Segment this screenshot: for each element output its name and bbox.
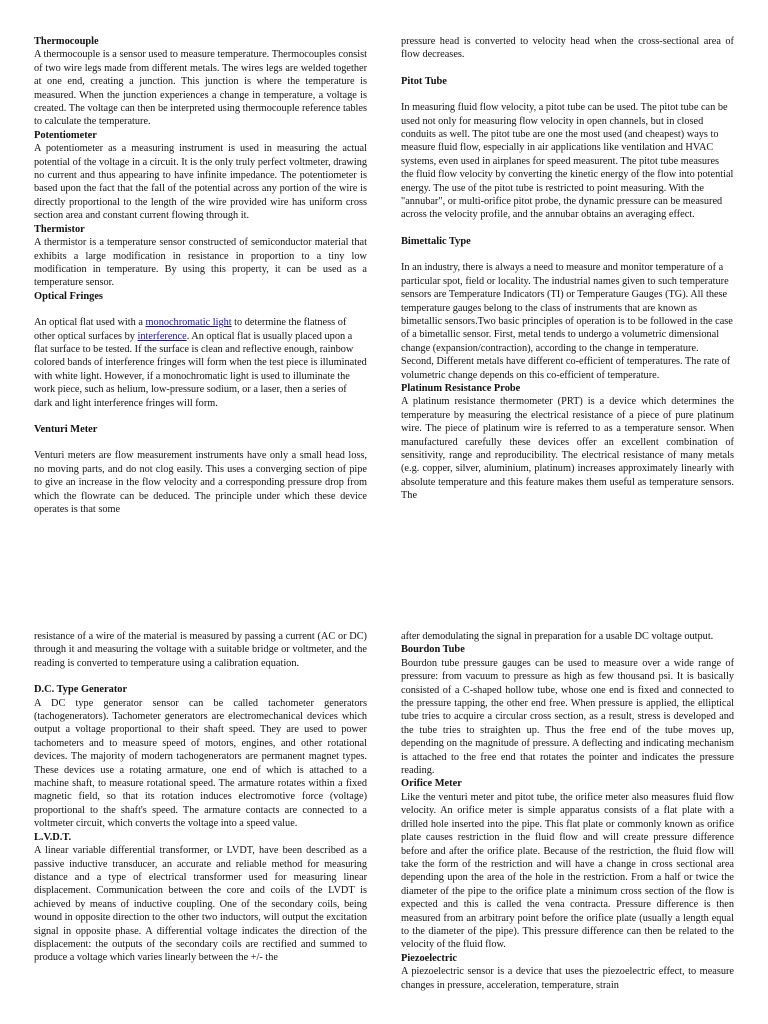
heading-orifice-meter: Orifice Meter (401, 778, 462, 790)
heading-potentiometer: Potentiometer (34, 129, 97, 141)
para-orifice-meter: Like the venturi meter and pitot tube, the orifice meter also measures fluid flow velocity. An orifice meter is simple apparatus consists of a flat plate with a drilled hole inserted into the pipe. This flat plate or commonly known as orifice plate causes restriction in the fluid flow and will create pressure difference before and after the orifice plate. Because of the restriction, the fluid flow will take the form of the restriction and will have a change in cross sectional area depending upon the area of the hole in the restriction. From a half or twice the diameter of the pipe to the orifice plate a minimum cross section of the flow is expected and this is called the vena contracta. Pressure difference is then measured from an arbitrary point before the orifice plate (usually a length equal to the diameter of the pipe). This pressure difference can then be related to the velocity of the fluid flow. (401, 791, 734, 951)
para-pitot-tube: In measuring fluid flow velocity, a pitot tube can be used. The pitot tube can be used not only for measuring flow velocity in open channels, but in closed conduits as well. The pitot tube are one the most used (and cheapest) ways to measure fluid flow, especially in air applications like ventilation and HVAC systems, even used in airplanes for speed measurent. The pitot tube measures the fluid flow velocity by converting the kinetic energy of the flow into potential energy. The use of the pitot tube is restricted to point measuring. With the "annubar", or multi-orifice pitot probe, the dynamic pressure can be measured across the velocity profile, and the annubar obtains an averaging effect. (401, 102, 734, 221)
para-thermocouple: A thermocouple is a sensor used to measure temperature. Thermocouples consist of two wire legs made from different metals. The wires legs are welded together at one end, creating a junction. This junction is where the temperature is measured. When the junction experiences a change in temperature, a voltage is created. The voltage can then be interpreted using thermocouple reference tables to calculate the temperature. (34, 49, 367, 128)
page-2-left-column (34, 630, 367, 1024)
para-platinum-continued: resistance of a wire of the material is measured by passing a current (AC or DC) through it and measuring the voltage with a suitable bridge or voltmeter, and the reading is converted to temperature using a calibration equation. (34, 631, 367, 669)
heading-piezoelectric: Piezoelectric (401, 952, 457, 964)
page-2-right-column (401, 630, 734, 1024)
heading-bimettalic-type: Bimettalic Type (401, 235, 471, 247)
page-1-left-column (34, 35, 367, 595)
page-2 (0, 622, 768, 1024)
link-monochromatic-light[interactable]: monochromatic light (145, 317, 232, 329)
para-venturi-meter: Venturi meters are flow measurement instruments have only a small head loss, no moving parts, and do not clog easily. This uses a converging section of pipe to give an increase in the flow velocity and a corresponding pressure drop from which the flowrate can be deduced. The principle under which these device operates is that some (34, 450, 367, 515)
para-piezoelectric: A piezoelectric sensor is a device that uses the piezoelectric effect, to measure changes in pressure, acceleration, temperature, strain (401, 966, 734, 991)
optical-fringes-text-3: . An optical flat is usually placed upon a flat surface to be tested. If the surface is clean and reflective enough, rainbow colored bands of interference fringes will form when the test piece is illuminated with white light. However, if a monochromatic light is used to illuminate the work piece, such as helium, low-pressure sodium, or a laser, then a series of dark and light interference fringes will form. (34, 330, 367, 409)
para-optical-fringes (34, 316, 367, 410)
heading-bourdon-tube: Bourdon Tube (401, 644, 465, 656)
heading-pitot-tube: Pitot Tube (401, 75, 447, 87)
optical-fringes-text-1: An optical flat used with a (34, 317, 146, 329)
para-bourdon-tube: Bourdon tube pressure gauges can be used to measure over a wide range of pressure: from vacuum to pressure as high as few thousand psi. It is basically consisted of a C-shaped hollow tube, whose one end is fixed and connected to the pressure tapping, the other end free. When pressure is applied, the elliptical tube tries to acquire a circular cross section, as a result, stress is developed and the tube tries to straighten up. Thus the free end of the tube moves up, depending on the magnitude of pressure. A deflecting and indicating mechanism is attached to the free end that rotates the pointer and indicates the pressure reading. (401, 657, 734, 777)
para-lvdt-continued: after demodulating the signal in preparation for a usable DC voltage output. (401, 631, 714, 642)
heading-thermocouple: Thermocouple (34, 36, 99, 47)
para-dc-type-generator: A DC type generator sensor can be called tachometer generators (tachogenerators). Tachometer generators are electromechanical devices which output a voltage proportional to their shaft speed. They are used to power tachometers and to measure speed of motors, engines, and other rotational devices. The majority of modern tachogenerators are permanent magnet types. These devices use a rotating armature, one end of which is attached to a machine shaft, to measure rotational speed. The armature rotates within a fixed magnetic field, so that its rotation induces electromotive force (voltage) proportional to the shaft's speed. The armature contacts are connected to a voltmeter circuit, which converts the voltage into a speed value. (34, 697, 367, 830)
para-lvdt: A linear variable differential transformer, or LVDT, have been described as a passive inductive transducer, an accurate and reliable method for measuring distance and a type of electrical transformer used for measuring linear displacement. Communication between the core and coils of the LVDT is achieved by means of inductive coupling. One of the secondary coils, being wound in opposite direction to the other two inductors, will output the excitation signal in opposite phase. A differential voltage indicates the direction of the displacement: the outputs of the secondary coils are rectified and summed to produce a voltage which varies linearly between the +/- the (34, 845, 367, 964)
para-thermistor: A thermistor is a temperature sensor constructed of semiconductor material that exhibits a large modification in resistance in proportion to a tiny low modification in temperature. By using this property, it can be used as a temperature sensor. (34, 237, 367, 289)
page-1-right-column (401, 35, 734, 595)
heading-platinum-resistance-probe: Platinum Resistance Probe (401, 382, 521, 394)
para-potentiometer: A potentiometer as a measuring instrument is used in measuring the actual potential of the voltage in a circuit. It is the only truly perfect voltmeter, drawing no current and thus appearing to have infinite impedance. The potentiometer is based upon the fact that the fall of the potential across any portion of the wire is directly proportional to the length of the wire provided wire has uniform cross section area and constant current flowing through it. (34, 143, 367, 222)
heading-dc-type-generator: D.C. Type Generator (34, 684, 128, 696)
para-venturi-continued: pressure head is converted to velocity head when the cross-sectional area of flow decreases. (401, 36, 734, 61)
heading-lvdt: L.V.D.T. (34, 831, 72, 843)
heading-optical-fringes: Optical Fringes (34, 290, 103, 302)
heading-venturi-meter: Venturi Meter (34, 423, 98, 435)
link-interference[interactable]: interference (137, 330, 187, 342)
para-bimettalic-type: In an industry, there is always a need to measure and monitor temperature of a particular spot, field or locality. The industrial names given to such temperature sensors are Temperature Indicators (TI) or Temperature Gauges (TG). All these temperature gauges belong to the class of instruments that are known as bimetallic sensors.Two basic principles of operation is to be followed in the case of a bimetallic sensor. First, metal tends to undergo a volumetric dimensional change (expansion/contraction), according to the change in temperature. Second, Different metals have different co-efficient of temperatures. The rate of volumetric change depends on this co-efficient of temperature. (401, 262, 733, 381)
optical-fringes-text-2: to determine the flatness of other optical surfaces by (34, 317, 347, 342)
heading-thermistor: Thermistor (34, 223, 85, 235)
para-platinum-resistance-probe: A platinum resistance thermometer (PRT) is a device which determines the temperature by measuring the electrical resistance of a piece of pure platinum wire. The piece of platinum wire is referred to as a temperature sensor. When manufactured carefully these devices offer an excellent combination of sensitivity, range and reproducibility. The electrical resistance of many metals (e.g. copper, silver, aluminium, platinum) increases approximately linearly with absolute temperature and this feature makes them useful as temperature sensors. The (401, 396, 734, 502)
